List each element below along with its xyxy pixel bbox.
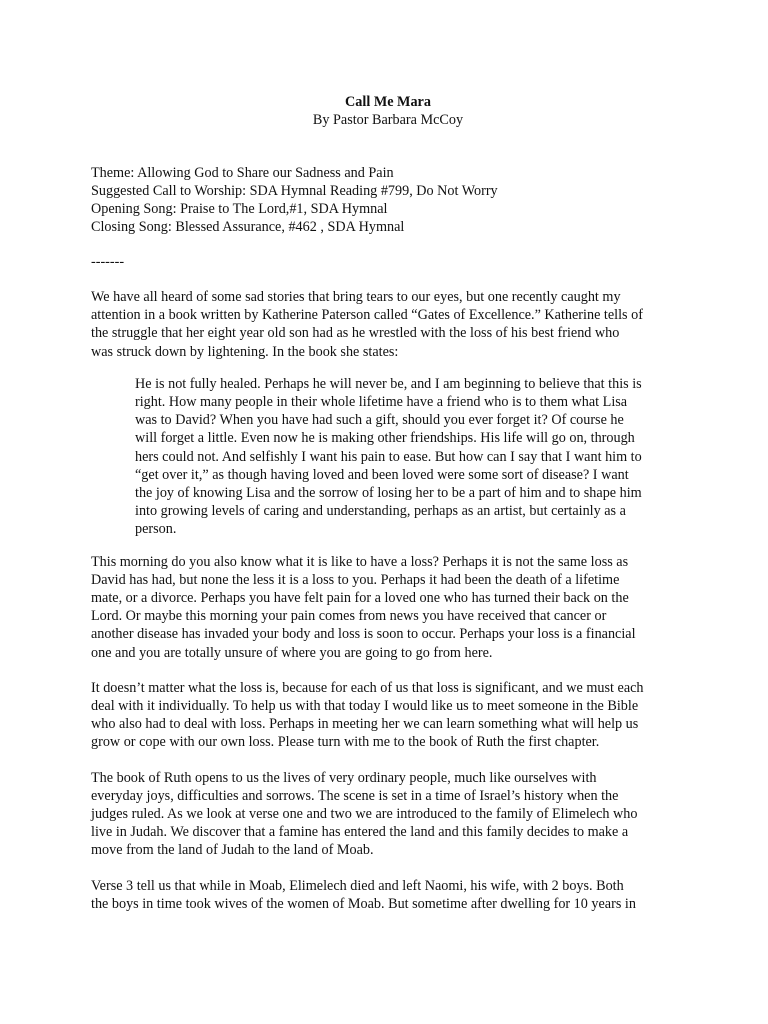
paragraph-ruth [91, 769, 685, 860]
text-line: It doesn’t matter what the loss is, because for each of us that loss is significant, and we must each [91, 679, 644, 696]
text-line: live in Judah. We discover that a famine has entered the land and this family decides to make a [91, 824, 629, 841]
text-line: move from the land of Judah to the land of Moab. [91, 842, 374, 859]
text-line: attention in a book written by Katherine Paterson called “Gates of Excellence.” Katherine tells of [91, 307, 643, 324]
text-line: We have all heard of some sad stories that bring tears to our eyes, but one recently caught my [91, 289, 621, 305]
theme-line: Theme: Allowing God to Share our Sadness and Pain [91, 165, 394, 181]
paragraph-significance [91, 679, 685, 752]
text-line: deal with it individually. To help us with that today I would like us to meet someone in the Bible [91, 698, 639, 715]
quote-line: the joy of knowing Lisa and the sorrow of losing her to be a part of him and to shape him [135, 485, 642, 502]
call-to-worship-line: Suggested Call to Worship: SDA Hymnal Reading #799, Do Not Worry [91, 183, 498, 199]
text-line: mate, or a divorce. Perhaps you have felt pain for a loved one who has turned their back on the [91, 590, 629, 607]
closing-song-line: Closing Song: Blessed Assurance, #462 , SDA Hymnal [91, 219, 405, 235]
quote-line: “get over it,” as though having loved and been loved were some sort of disease? I want [135, 466, 629, 483]
separator: ------- [91, 254, 125, 270]
text-line: the boys in time took wives of the women of Moab. But sometime after dwelling for 10 years in [91, 895, 636, 912]
text-line: who also had to deal with loss. Perhaps in meeting her we can learn something what will help us [91, 716, 639, 733]
quote-line: into growing levels of caring and understanding, perhaps as an artist, but certainly as a [135, 503, 626, 520]
text-line: David has had, but none the less it is a loss to you. Perhaps it had been the death of a lifetime [91, 571, 620, 588]
text-line: This morning do you also know what it is like to have a loss? Perhaps it is not the same loss as [91, 553, 629, 570]
text-line: another disease has invaded your body and loss is soon to occur. Perhaps your loss is a financial [91, 626, 636, 643]
text-line: Verse 3 tell us that while in Moab, Elimelech died and left Naomi, his wife, with 2 boys. Both [91, 877, 624, 894]
text-line: the struggle that her eight year old son had as he wrestled with the loss of his best friend who [91, 325, 620, 342]
document-page [91, 93, 685, 913]
text-line: was struck down by lightening. In the book she states: [91, 343, 399, 360]
text-line: judges ruled. As we look at verse one and two we are introduced to the family of Elimelech who [91, 806, 638, 823]
block-quote [135, 375, 685, 539]
sermon-author: By Pastor Barbara McCoy [312, 112, 464, 128]
paragraph-intro [91, 288, 685, 361]
paragraph-loss [91, 553, 685, 662]
quote-line: hers could not. And selfishly I want his pain to ease. But how can I say that I want him to [135, 448, 642, 465]
text-line: one and you are totally unsure of where you are going to go from here. [91, 644, 493, 661]
quote-line: right. How many people in their whole lifetime have a friend who is to them what Lisa [135, 394, 628, 411]
opening-song-line: Opening Song: Praise to The Lord,#1, SDA Hymnal [91, 201, 388, 217]
text-line: grow or cope with our own loss. Please turn with me to the book of Ruth the first chapter. [91, 734, 600, 751]
text-line: Lord. Or maybe this morning your pain comes from news you have received that cancer or [91, 608, 607, 625]
sermon-title: Call Me Mara [345, 94, 431, 110]
service-details [91, 164, 685, 236]
quote-line: He is not fully healed. Perhaps he will never be, and I am beginning to believe that this is [135, 375, 642, 392]
text-line: The book of Ruth opens to us the lives of very ordinary people, much like ourselves with [91, 769, 597, 786]
text-line: everyday joys, difficulties and sorrows. The scene is set in a time of Israel’s history when the [91, 787, 619, 804]
quote-line: was to David? When you have had such a gift, should you ever forget it? Of course he [135, 412, 624, 429]
quote-line: person. [135, 521, 177, 538]
paragraph-verse3 [91, 877, 685, 913]
quote-line: will forget a little. Even now he is making other friendships. His life will go on, through [135, 430, 635, 447]
